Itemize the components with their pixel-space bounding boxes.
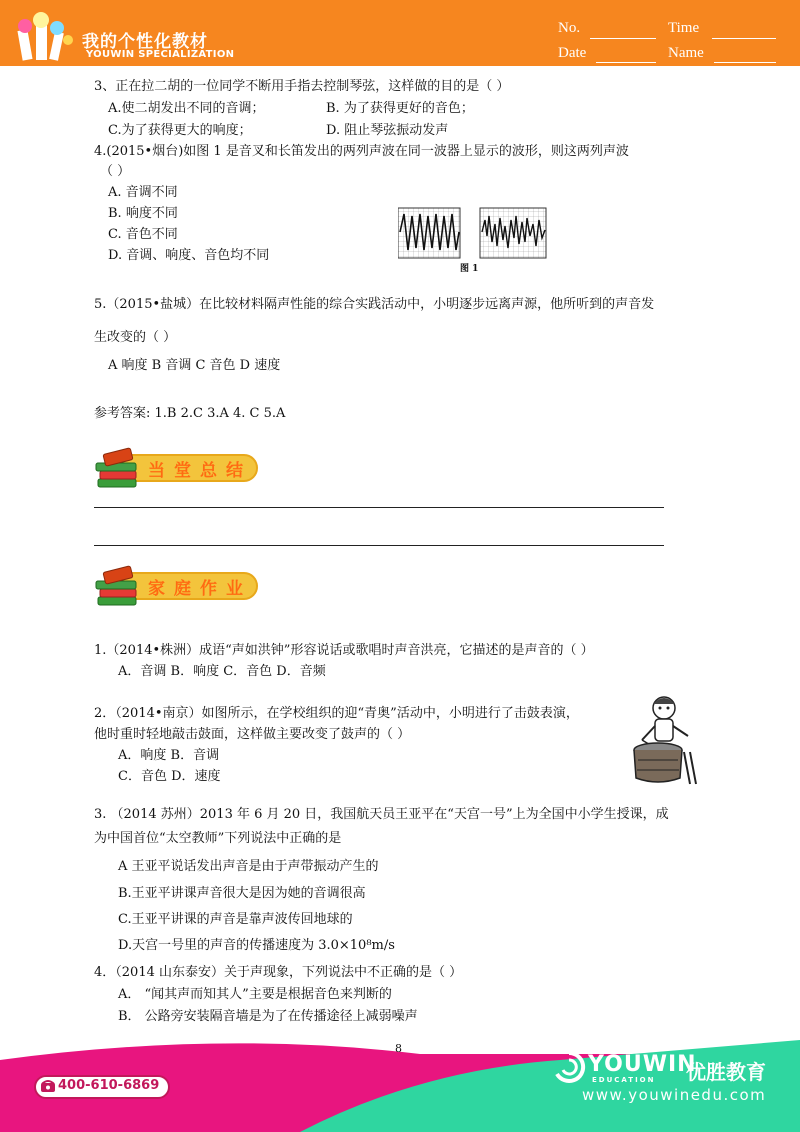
q5-stem-cont: 生改变的（ ） xyxy=(94,330,177,345)
hw3-stem: 3. （2014 苏州）2013 年 6 月 20 日，我国航天员王亚平在“天宫一号”上为全国中小学生授课，成 xyxy=(94,807,669,822)
hw3-option-d: D.天宫一号里的声音的传播速度为 3.0×10⁸m/s xyxy=(118,938,395,953)
hw2-options-row1: A．响度 B．音调 xyxy=(118,748,220,763)
drummer-illustration xyxy=(628,692,700,788)
ice-cream-logo-icon xyxy=(16,10,76,62)
hw3-stem-cont: 为中国首位“太空教师”下列说法中正确的是 xyxy=(94,831,342,846)
hw1-stem: 1.（2014•株洲）成语“声如洪钟”形容说话或歌唱时声音洪亮，它描述的是声音的（ ） xyxy=(94,643,594,658)
q3-stem: 3、正在拉二胡的一位同学不断用手指去控制琴弦，这样做的目的是（ ） xyxy=(94,79,510,94)
youwin-swirl-icon xyxy=(552,1050,586,1084)
figure-label: 图 1 xyxy=(460,264,479,274)
time-label: Time xyxy=(668,20,700,36)
date-field[interactable] xyxy=(596,62,656,63)
q3-option-c: C.为了获得更大的响度； xyxy=(108,123,252,138)
q5-options: A 响度 B 音调 C 音色 D 速度 xyxy=(108,358,281,373)
q4-option-b: B. 响度不同 xyxy=(108,206,178,221)
q4-stem: 4.(2015•烟台)如图 1 是音叉和长笛发出的两列声波在同一波器上显示的波形，则这两列声波 xyxy=(94,144,629,159)
footer-url[interactable]: www.youwinedu.com xyxy=(582,1086,767,1104)
oscilloscope-waveforms xyxy=(398,206,548,262)
hw4-stem: 4．（2014 山东泰安）关于声现象，下列说法中不正确的是（ ） xyxy=(94,965,463,980)
footer-brand-sub: EDUCATION xyxy=(592,1076,656,1084)
footer-brand-en: YOUWIN xyxy=(588,1052,697,1077)
date-label: Date xyxy=(558,45,587,61)
hw3-option-b: B.王亚平讲课声音很大是因为她的音调很高 xyxy=(118,886,366,901)
no-label: No. xyxy=(558,20,581,36)
footer-brand-cn: 优胜教育 xyxy=(686,1060,766,1084)
brand-name-en: YOUWIN SPECIALIZATION xyxy=(86,49,235,60)
summary-title: 当堂总结 xyxy=(148,461,252,481)
homework-title: 家庭作业 xyxy=(148,579,252,599)
q4-option-c: C. 音色不同 xyxy=(108,227,178,242)
brand-name-cn: 我的个性化教材 xyxy=(82,32,208,52)
hw3-option-c: C.王亚平讲课的声音是靠声波传回地球的 xyxy=(118,912,353,927)
hw1-options: A．音调 B．响度 C．音色 D．音频 xyxy=(118,664,326,679)
q4-blank: （ ） xyxy=(100,164,131,179)
book-stack-icon xyxy=(94,447,142,491)
name-field[interactable] xyxy=(714,62,776,63)
q3-option-d: D. 阻止琴弦振动发声 xyxy=(326,123,449,138)
no-field[interactable] xyxy=(590,38,656,39)
phone-number: 400-610-6869 xyxy=(58,1078,160,1093)
summary-line-1[interactable] xyxy=(94,507,664,508)
q4-option-a: A. 音调不同 xyxy=(108,185,178,200)
q3-option-a: A.使二胡发出不同的音调； xyxy=(108,101,265,116)
hw2-options-row2: C．音色 D．速度 xyxy=(118,769,221,784)
hw3-option-a: A 王亚平说话发出声音是由于声带振动产生的 xyxy=(118,859,379,874)
q3-option-b: B. 为了获得更好的音色； xyxy=(326,101,474,116)
hw2-stem: 2．（2014•南京）如图所示，在学校组织的迎“青奥”活动中，小明进行了击鼓表演， xyxy=(94,706,579,721)
answer-key: 参考答案: 1.B 2.C 3.A 4. C 5.A xyxy=(94,406,286,421)
hw4-option-a: A． “闻其声而知其人”主要是根据音色来判断的 xyxy=(118,987,392,1002)
summary-line-2[interactable] xyxy=(94,545,664,546)
time-field[interactable] xyxy=(712,38,776,39)
page-number: 8 xyxy=(395,1042,402,1055)
book-stack-icon xyxy=(94,565,142,609)
name-label: Name xyxy=(668,45,704,61)
hw2-stem-cont: 他时重时轻地敲击鼓面，这样做主要改变了鼓声的（ ） xyxy=(94,727,411,742)
hw4-option-b: B． 公路旁安装隔音墙是为了在传播途径上减弱噪声 xyxy=(118,1009,418,1024)
q4-option-d: D. 音调、响度、音色均不同 xyxy=(108,248,270,263)
phone-icon xyxy=(40,1078,56,1094)
q5-stem: 5.（2015•盐城）在比较材料隔声性能的综合实践活动中，小明逐步远离声源，他所听到的声音发 xyxy=(94,297,655,312)
